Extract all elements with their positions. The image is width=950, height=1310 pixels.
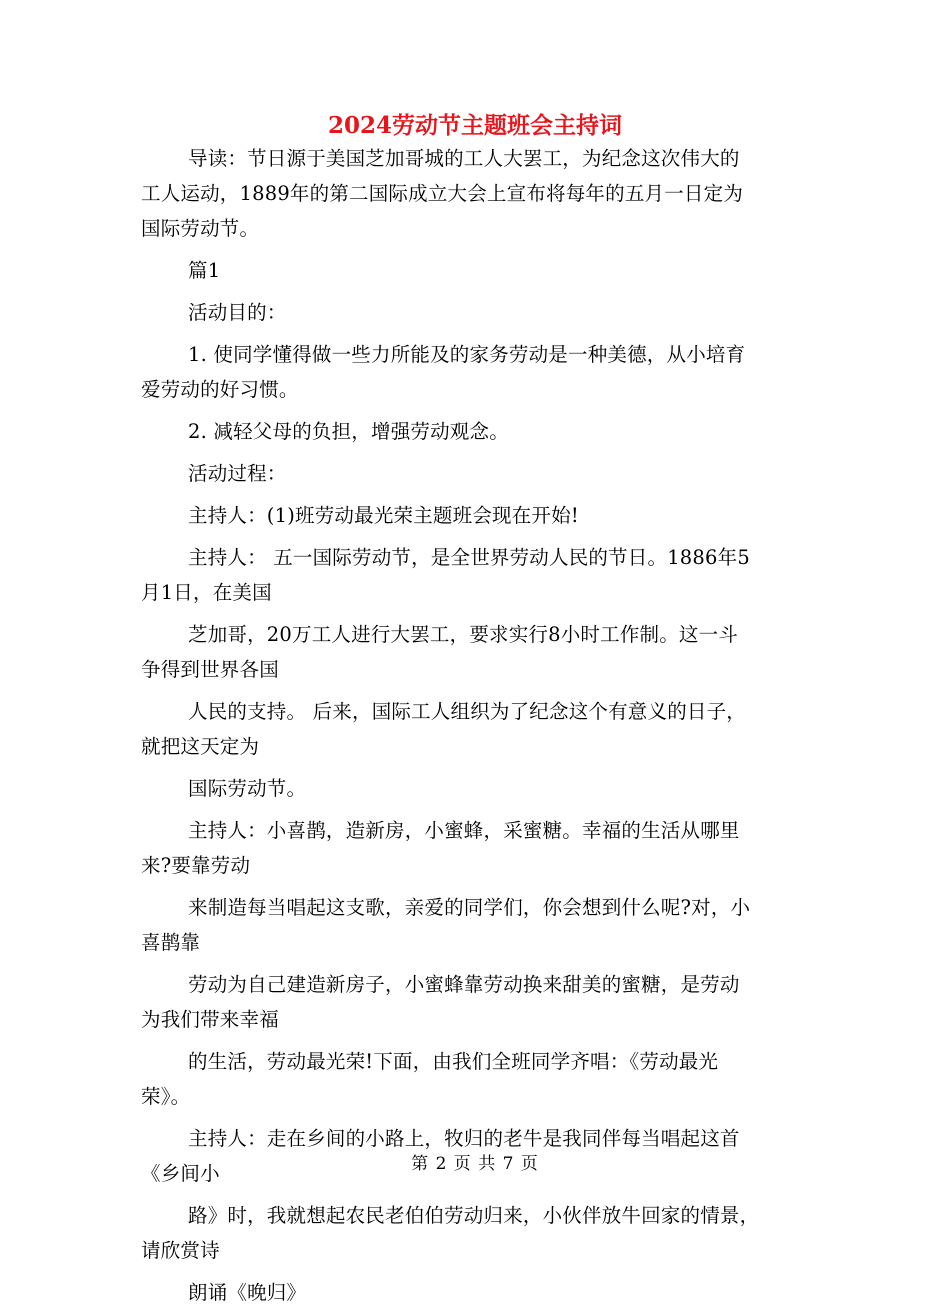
- paragraph-line: 就把这天定为: [141, 735, 260, 758]
- paragraph-line: 导读：节日源于美国芝加哥城的工人大罢工，为纪念这次伟大的: [188, 147, 740, 170]
- paragraph-line: 主持人：(1)班劳动最光荣主题班会现在开始!: [188, 504, 579, 527]
- section-heading: 篇1: [188, 259, 221, 282]
- paragraph-line: 月1日，在美国: [141, 581, 272, 604]
- paragraph-line: 请欣赏诗: [141, 1239, 220, 1262]
- paragraph-line: 荣》。: [141, 1085, 191, 1108]
- paragraph-line: 《乡间小: [141, 1162, 220, 1185]
- paragraph-line: 主持人： 五一国际劳动节，是全世界劳动人民的节日。1886年5: [188, 546, 750, 569]
- paragraph-line: 工人运动，1889年的第二国际成立大会上宣布将每年的五月一日定为: [141, 182, 744, 205]
- paragraph-line: 为我们带来幸福: [141, 1008, 279, 1031]
- paragraph-line: 来?要靠劳动: [141, 854, 251, 877]
- paragraph-line: 朗诵《晚归》: [188, 1281, 307, 1304]
- list-item: 2. 减轻父母的负担，增强劳动观念。: [188, 420, 509, 443]
- paragraph-line: 路》时，我就想起农民老伯伯劳动归来，小伙伴放牛回家的情景，: [188, 1204, 760, 1227]
- paragraph-line: 爱劳动的好习惯。: [141, 378, 299, 401]
- paragraph-line: 芝加哥，20万工人进行大罢工，要求实行8小时工作制。这一斗: [188, 623, 739, 646]
- paragraph-line: 主持人：走在乡间的小路上，牧归的老牛是我同伴每当唱起这首: [188, 1127, 740, 1150]
- paragraph-line: 国际劳动节。: [188, 777, 307, 800]
- document-title: 2024劳动节主题班会主持词: [327, 112, 622, 139]
- paragraph-line: 国际劳动节。: [141, 217, 260, 240]
- paragraph-line: 劳动为自己建造新房子，小蜜蜂靠劳动换来甜美的蜜糖，是劳动: [188, 973, 740, 996]
- page-number-footer: 第 2 页 共 7 页: [411, 1154, 539, 1174]
- paragraph-line: 活动目的：: [188, 301, 287, 324]
- paragraph-line: 人民的支持。 后来，国际工人组织为了纪念这个有意义的日子，: [188, 700, 746, 723]
- paragraph-line: 喜鹊靠: [141, 931, 201, 954]
- paragraph-line: 争得到世界各国: [141, 658, 279, 681]
- paragraph-line: 来制造每当唱起这支歌，亲爱的同学们，你会想到什么呢?对，小: [188, 896, 751, 919]
- paragraph-line: 活动过程：: [188, 462, 287, 485]
- document-body: [141, 141, 809, 1310]
- list-item: 1. 使同学懂得做一些力所能及的家务劳动是一种美德，从小培育: [188, 343, 746, 366]
- paragraph-line: 主持人：小喜鹊，造新房，小蜜蜂，采蜜糖。幸福的生活从哪里: [188, 819, 740, 842]
- paragraph-line: 的生活，劳动最光荣!下面，由我们全班同学齐唱：《劳动最光: [188, 1050, 719, 1073]
